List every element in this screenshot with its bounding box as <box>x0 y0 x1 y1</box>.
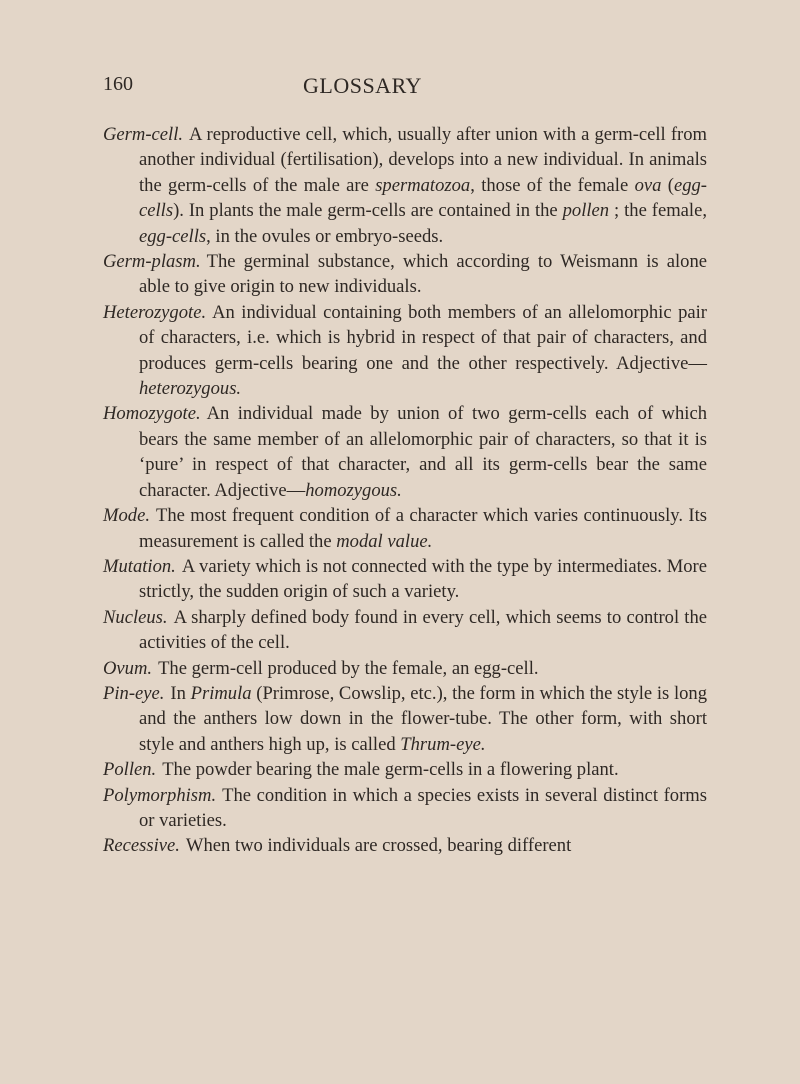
italic-term: spermatozoa <box>375 174 471 196</box>
italic-term: Primula <box>190 682 252 704</box>
glossary-definition: A reproductive cell, which, usually after union with a germ-cell from another individual (fertilisation), develops into a new individual. In animals the germ-cells of the male are spermatozoa, those of the female ova (egg-cells). In plants the male germ-cells are contained in the pollen ; the female, egg-cells, in the ovules or embryo-seeds. <box>139 124 707 247</box>
italic-term: egg-cells <box>139 225 207 247</box>
glossary-term: Mutation. <box>103 555 176 577</box>
glossary-entry <box>103 401 707 503</box>
glossary-definition: The condition in which a species exists in several distinct forms or varieties. <box>139 784 707 831</box>
glossary-entry <box>103 554 707 605</box>
glossary-definition: When two individuals are crossed, bearing different <box>185 835 572 857</box>
glossary-term: Polymorphism. <box>103 784 217 806</box>
glossary-entry <box>103 300 707 402</box>
glossary-entry <box>103 681 707 757</box>
italic-term: Thrum-eye. <box>400 733 486 755</box>
glossary-term: Heterozygote. <box>103 301 207 323</box>
glossary-term: Germ-cell. <box>103 124 184 145</box>
glossary-definition: In Primula (Primrose, Cowslip, etc.), the form in which the style is long and the anthers low down in the flower-tube. The other form, with short style and anthers high up, is called Thrum-eye. <box>139 682 708 755</box>
glossary-term: Pollen. <box>103 759 157 781</box>
italic-term: heterozygous. <box>139 378 242 400</box>
glossary-entry <box>103 249 707 300</box>
glossary-definition: A variety which is not connected with the type by intermediates. More strictly, the sudden origin of such a variety. <box>139 555 707 603</box>
glossary-term: Germ-plasm. <box>103 251 201 273</box>
glossary-definition: The germ-cell produced by the female, an egg-cell. <box>158 657 539 679</box>
glossary-entry <box>103 503 707 554</box>
italic-term: ova <box>634 174 662 196</box>
glossary-term: Nucleus. <box>103 606 168 628</box>
glossary-term: Recessive. <box>103 835 180 857</box>
italic-term: pollen <box>562 200 610 222</box>
glossary-entry <box>103 122 707 249</box>
glossary-entry <box>103 656 707 681</box>
glossary-definition: An individual containing both members of an allelomorphic pair of characters, i.e. which is hybrid in respect of that pair of characters, and produces germ-cells bearing one and the other respectively. Adjective—heterozygous. <box>139 301 707 400</box>
glossary-definition: A sharply defined body found in every cell, which seems to control the activities of the cell. <box>139 606 707 654</box>
glossary-entries <box>103 122 707 859</box>
italic-term: modal value. <box>336 530 433 552</box>
page-number: 160 <box>103 73 133 95</box>
glossary-entry <box>103 783 707 834</box>
italic-term: homozygous. <box>305 479 402 501</box>
glossary-entry <box>103 757 707 782</box>
glossary-term: Pin-eye. <box>103 682 165 704</box>
glossary-term: Homozygote. <box>103 403 201 425</box>
running-title: GLOSSARY <box>303 73 422 98</box>
glossary-definition: An individual made by union of two germ-cells each of which bears the same member of an allelomorphic pair of characters, so that it is ‘pure’ in respect of that character, and all its germ-cells bear the same character. Adjective—homozygous. <box>139 403 707 501</box>
glossary-term: Mode. <box>103 505 150 527</box>
glossary-definition: The germinal substance, which according to Weismann is alone able to give origin to new individuals. <box>139 251 707 298</box>
glossary-entry <box>103 605 707 656</box>
italic-term: egg-cells <box>139 174 707 222</box>
glossary-definition: The powder bearing the male germ-cells in a flowering plant. <box>162 759 619 781</box>
glossary-term: Ovum. <box>103 657 153 679</box>
page-header <box>103 73 703 103</box>
glossary-definition: The most frequent condition of a character which varies continuously. Its measurement is called the modal value. <box>139 505 707 552</box>
glossary-entry <box>103 833 707 858</box>
